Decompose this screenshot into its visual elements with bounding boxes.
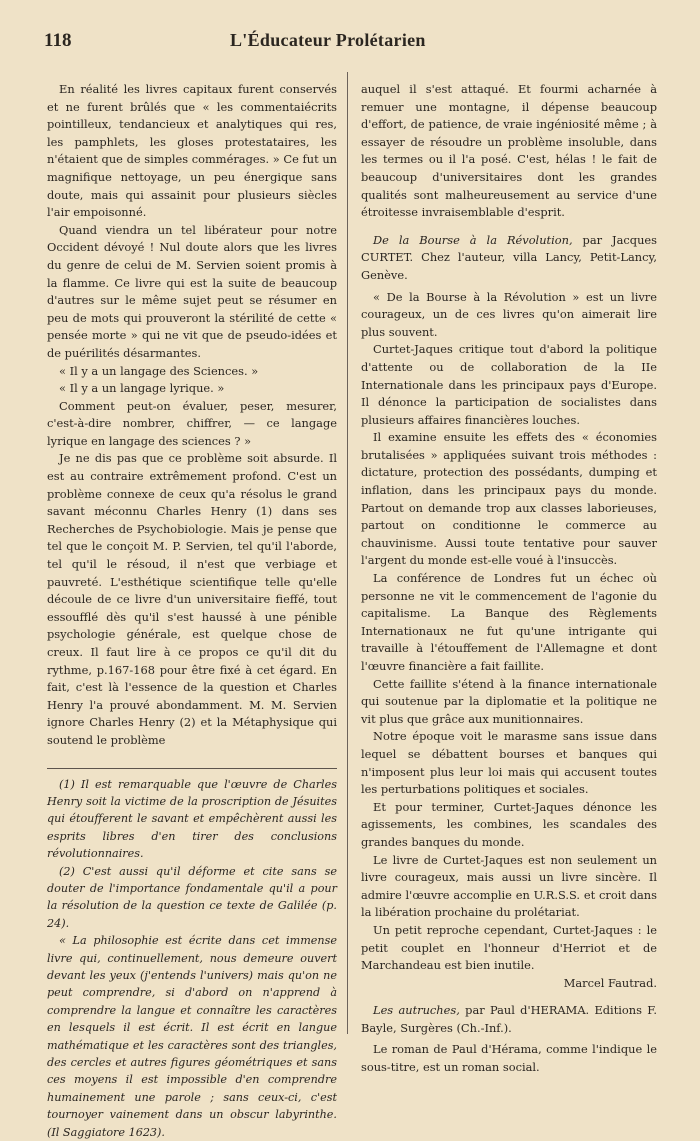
paragraph: Je ne dis pas que ce problème soit absurde. Il est au contraire extrêmement profond. C'est un problème connexe de ceux qu'a résolus le grand savant méconnu Charles Henry (1) dans ses Recherches de Psychobiologie. Mais je pense que tel que le conçoit M. P. Servien, tel qu'il l'aborde, tel qu'il le résoud, il n'est que verbiage et pauvreté. L'esthétique scientifique telle qu'elle découle de ce livre d'un universitaire fieffé, tout essoufflé dès qu'il s'est haussé à une pénible psychologie générale, est quelque chose de creux. Il faut lire à ce propos ce qu'il dit du rythme, p.167-168 pour être fixé à cet égard. En fait, c'est là l'essence de la question et Charles Henry l'a prouvé abondamment. M. M. Servien ignore Charles Henry (2) et la Métaphysique qui soutend le problème: [47, 451, 337, 747]
book-info: par Jacques CURTET. Chez l'auteur, villa Lancy, Petit-Lancy, Genève.: [361, 232, 657, 282]
book-heading: [361, 1002, 657, 1037]
right-column: [361, 81, 657, 1077]
footnote-divider: [47, 754, 337, 769]
signature: Marcel Fautrad.: [563, 975, 657, 990]
left-column: [47, 81, 337, 1141]
book-title: Les autruches,: [373, 1003, 460, 1018]
book-heading: [361, 232, 657, 285]
page-header: [0, 0, 700, 60]
footnote-quote: « La philosophie est écrite dans cet immense livre qui, continuellement, nous demeure ouvert devant les yeux (j'entends l'univers) mais qu'on ne peut comprendre, si d'abord on n'apprend à comprendre la langue et connaître les caractères en lesquels il est écrit. Il est écrit en langue mathématique et les caractères sont des triangles, des cercles et autres figures géométriques et sans ces moyens il est impossible d'en comprendre humainement une parole ; sans ceux-ci, c'est tournoyer vainement dans un obscur labyrinthe. (Il Saggiatore 1623).: [47, 934, 337, 1139]
paragraph: « De la Bourse à la Révolution » est un livre courageux, un de ces livres qu'on aimerait lire plus souvent.: [361, 289, 657, 339]
journal-title: L'Éducateur Prolétarien: [230, 30, 426, 50]
quote-line: « Il y a un langage des Sciences. »: [59, 363, 259, 378]
paragraph: Comment peut-on évaluer, peser, mesurer, c'est-à-dire nombrer, chiffrer, — ce langage lyrique en langage des sciences ? »: [47, 398, 337, 448]
column-divider: [347, 72, 348, 1034]
paragraph: Quand viendra un tel libérateur pour notre Occident dévoyé ! Nul doute alors que les livres du genre de celui de M. Servien soient promis à la flamme. Ce livre qui est la suite de beaucoup d'autres sur le même sujet peut se résumer en peu de mots qui prouveront la stérilité de cette « pensée morte » qui ne vit que de pseudo-idées et de puérilités désarmantes.: [47, 222, 337, 360]
page-number: 118: [44, 30, 72, 51]
paragraph: Le livre de Curtet-Jaques est non seulement un livre courageux, mais aussi un livre sincère. Il admire l'œuvre accomplie en U.R.S.S. et croit dans la libération prochaine du prolétariat.: [361, 852, 657, 920]
paragraph: La conférence de Londres fut un échec où personne ne vit le commencement de l'agonie du capitalisme. La Banque des Règlements Internationaux ne fut qu'une intrigante qui travaille à l'étouffement de l'Allemagne et dont l'œuvre financière a fait faillite.: [361, 571, 657, 673]
paragraph: Cette faillite s'étend à la finance internationale qui soutenue par la diplomatie et la politique ne vit plus que grâce aux munitionnaires.: [361, 676, 657, 726]
footnote-2: (2) C'est aussi qu'il déforme et cite sans se douter de l'importance fondamentale qu'il a pour la résolution de la question ce texte de Galilée (p. 24).: [47, 864, 337, 930]
quote-line: « Il y a un langage lyrique. »: [59, 381, 225, 396]
footnote-1: (1) Il est remarquable que l'œuvre de Charles Henry soit la victime de la proscription de Jésuites qui étoufferent le savant et empêchèrent aussi les esprits libres d'en tirer des conclusions révolutionnaires.: [47, 777, 337, 861]
paragraph: En réalité les livres capitaux furent conservés et ne furent brûlés que « les commentaiécrits pointilleux, tendancieux et analytiques qui res, les pamphlets, les gloses protestataires, les n'étaient que de simples commérages. » Ce fut un magnifique nettoyage, un peu énergique sans doute, mais qui assainit pour plusieurs siècles l'air empoisonné.: [47, 82, 337, 220]
paragraph: Curtet-Jaques critique tout d'abord la politique d'attente ou de collaboration de la IIe Internationale dans les principaux pays d'Europe. Il dénonce la participation de socialistes dans plusieurs affaires financières louches.: [361, 342, 657, 427]
paragraph: auquel il s'est attaqué. Et fourmi acharnée à remuer une montagne, il dépense beaucoup d'effort, de patience, de vraie ingéniosité même ; à essayer de résoudre un problème insoluble, dans les termes ou il l'a posé. C'est, hélas ! le fait de beaucoup d'universitaires dont les grandes qualités sont malheureusement au service d'une étroitesse invraisemblable d'esprit.: [361, 82, 657, 220]
paragraph: Un petit reproche cependant, Curtet-Jaques : le petit couplet en l'honneur d'Herriot et de Marchandeau est bien inutile.: [361, 922, 657, 973]
paragraph: Il examine ensuite les effets des « économies brutalisées » appliquées suivant trois méthodes : dictature, protection des possédants, dumping et inflation, dans les principaux pays du monde. Partout on demande trop aux classes laborieuses, partout on conditionne le commerce au chauvinisme. Aussi toute tentative pour sauver l'argent du monde est-elle voué à l'insuccès.: [361, 430, 657, 568]
paragraph: Et pour terminer, Curtet-Jaques dénonce les agissements, les combines, les scandales des grandes banques du monde.: [361, 799, 657, 849]
book-title: De la Bourse à la Révolution,: [373, 232, 573, 247]
paragraph: Notre époque voit le marasme sans issue dans lequel se débattent bourses et banques qui n'imposent plus leur loi mais qui accusent toutes les perturbations politiques et sociales.: [361, 729, 657, 797]
book-info: par Paul d'HERAMA. Editions F. Bayle, Surgères (Ch.-Inf.).: [361, 1003, 658, 1035]
paragraph: Le roman de Paul d'Hérama, comme l'indique le sous-titre, est un roman social.: [361, 1042, 657, 1075]
